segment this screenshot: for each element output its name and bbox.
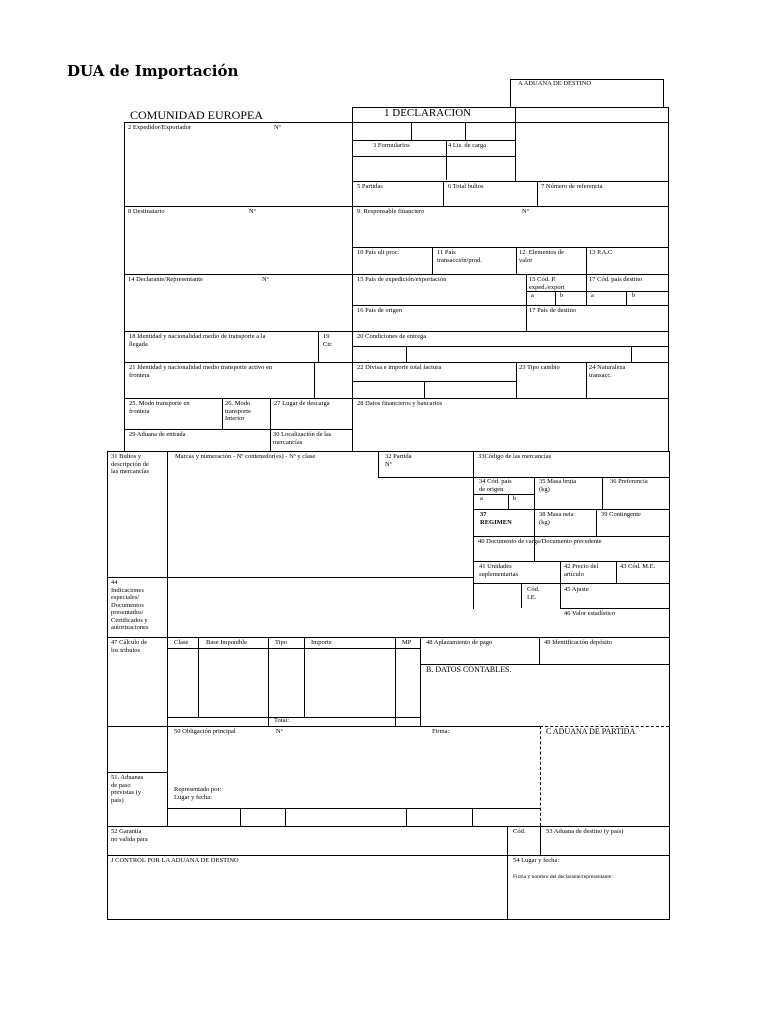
box-43-label: 43 Cód. M.E. (620, 563, 656, 570)
box-54-label: 54 Lugar y fecha: (513, 857, 560, 864)
box-47-h-importe: Importe (311, 639, 332, 646)
box-8-no: Nº (249, 208, 256, 215)
document-title: DUA de Importación (67, 62, 239, 80)
box-47-h-tipo: Tipo (275, 639, 288, 646)
box-47-h-base: Base Imponible (206, 639, 247, 646)
box-21-label: 21 Identidad y nacionalidad medio transporte activo en frontera (129, 364, 273, 379)
box-52-label: 52 Garantía no valida para (111, 828, 148, 843)
box-5-label: 5 Partidas (357, 183, 383, 190)
box-9-no: Nº (522, 208, 529, 215)
box-51-label: 51. Aduanas de paso previstas (y país) (111, 774, 144, 804)
box-8-label: 8 Destinatario (128, 208, 165, 215)
box-4-label: 4 Lis. de carga (448, 142, 487, 149)
box-31-marks: Marcas y numeración - Nº contenedor(es) - Nº y clase (175, 453, 316, 460)
box-47-h-mp: MP (402, 639, 412, 646)
box-39-label: 39 Contingente (601, 511, 641, 518)
form-frame-lower (107, 451, 670, 920)
box-50-no: Nº (276, 728, 283, 735)
box-47-h-clase: Clase (174, 639, 189, 646)
comunidad-europea-header: COMUNIDAD EUROPEA (130, 108, 264, 122)
box-13-label: 13 P.A.C (589, 249, 613, 256)
box-41-label: 41 Unidades suplementarias (479, 563, 518, 578)
box-44-label: 44 Indicaciones especiales/ Documentos presentados/ Certificados y autorizaciones (111, 579, 149, 631)
box-54-firma: Firma y nombre del declarante/representante: (513, 874, 613, 880)
box-15-b: b (560, 292, 564, 299)
box-17c-label: 17 Cód. país destino (589, 276, 643, 283)
box-46-label: 46 Valor estadístico (564, 610, 616, 617)
box-31-label: 31 Bultos y descripción de las mercancías (111, 453, 150, 475)
box-20-label: 20 Condiciones de entrega (357, 333, 427, 340)
box-b-label: B. DATOS CONTABLES. (426, 665, 512, 674)
box-2-no: Nº (274, 124, 281, 131)
box-24-label: 24 Naturaleza transacc. (589, 364, 626, 379)
box-30-label: 30 Localización de las mercancías (273, 431, 332, 446)
box-19-label: 19 Ctr. (323, 333, 333, 348)
box-34-b: b (513, 495, 517, 502)
box-7-label: 7 Número de referencia (541, 183, 603, 190)
box-1-label: 1 DECLARACION (384, 107, 472, 119)
box-23-label: 23 Tipo cambio (519, 364, 560, 371)
box-17-label: 17 País de destino (529, 307, 577, 314)
box-16-label: 16 País de origen (357, 307, 402, 314)
box-50-representado: Representado por: Lugar y fecha: (174, 786, 222, 801)
box-47-label: 47 Cálculo de los tributos (111, 639, 148, 654)
box-36-label: 36 Preferencia (610, 478, 648, 485)
box-28-label: 28 Datos financieros y bancarios (357, 400, 443, 407)
box-2-label: 2 Expedidor/Exportador (128, 124, 191, 131)
box-14-no: Nº (262, 276, 269, 283)
box-17-a: a (591, 292, 594, 299)
box-37-label: 37 REGIMEN (480, 511, 512, 526)
box-25-label: 25. Modo transporte en frontera (129, 400, 190, 415)
box-42-label: 42 Precio del artículo (564, 563, 599, 578)
box-29-label: 29 Aduana de entrada (129, 431, 186, 438)
box-50-label: 50 Obligación principal (174, 728, 236, 735)
box-47-total: Total: (274, 717, 290, 724)
box-53-label: 53 Aduana de destino (y país) (546, 828, 624, 835)
box-ie-label: Cód. I.E. (527, 586, 540, 601)
box-40-label: 40 Documento de carga/Documento precedente (478, 538, 602, 545)
box-45-label: 45 Ajuste (564, 586, 589, 593)
box-48-label: 48 Aplazamiento de pago (426, 639, 493, 646)
box-34-a: a (480, 495, 483, 502)
box-49-label: 49 Identificación depósito (544, 639, 612, 646)
box-14-label: 14 Declarante/Representante (128, 276, 203, 283)
box-38-label: 38 Masa neta (kg) (539, 511, 574, 526)
box-17-b: b (632, 292, 636, 299)
box-9-label: 9. Responsable financiero (357, 208, 425, 215)
box-27-label: 27 Lugar de descarga (274, 400, 330, 407)
box-10-label: 10 País ult proc. (357, 249, 400, 256)
box-50-firma: Firma: (432, 728, 450, 735)
box-22-label: 22 Divisa e importe total factura (357, 364, 442, 371)
box-33-label: 33Código de las mercancías (478, 453, 552, 460)
box-3-label: 3 Formularios (373, 142, 410, 149)
box-12-label: 12. Elementos de valor (519, 249, 564, 264)
box-15-label: 15 País de expedición/exportación (357, 276, 447, 283)
box-11-label: 11 País transacción/prod. (437, 249, 482, 264)
box-35-label: 35 Masa bruta (kg) (539, 478, 577, 493)
box-52-cod: Cód. (513, 828, 526, 835)
box-18-label: 18 Identidad y nacionalidad medio de transporte a la llegada (129, 333, 266, 348)
box-15-a: a (531, 292, 534, 299)
box-a-label: A ADUANA DE DESTINO (518, 80, 592, 87)
box-j-label: J CONTROL POR LA ADUANA DE DESTINO (111, 857, 239, 864)
box-6-label: 6 Total bultos (448, 183, 484, 190)
box-15c-label: 15 Cód. P. exped./export (529, 276, 565, 291)
box-32-label: 32 Partida Nº (385, 453, 412, 468)
box-26-label: 26. Modo transporte Interior (225, 400, 251, 422)
box-34-label: 34 Cód. país de origen (479, 478, 512, 493)
box-c-label: C ADUANA DE PARTIDA (546, 727, 636, 736)
